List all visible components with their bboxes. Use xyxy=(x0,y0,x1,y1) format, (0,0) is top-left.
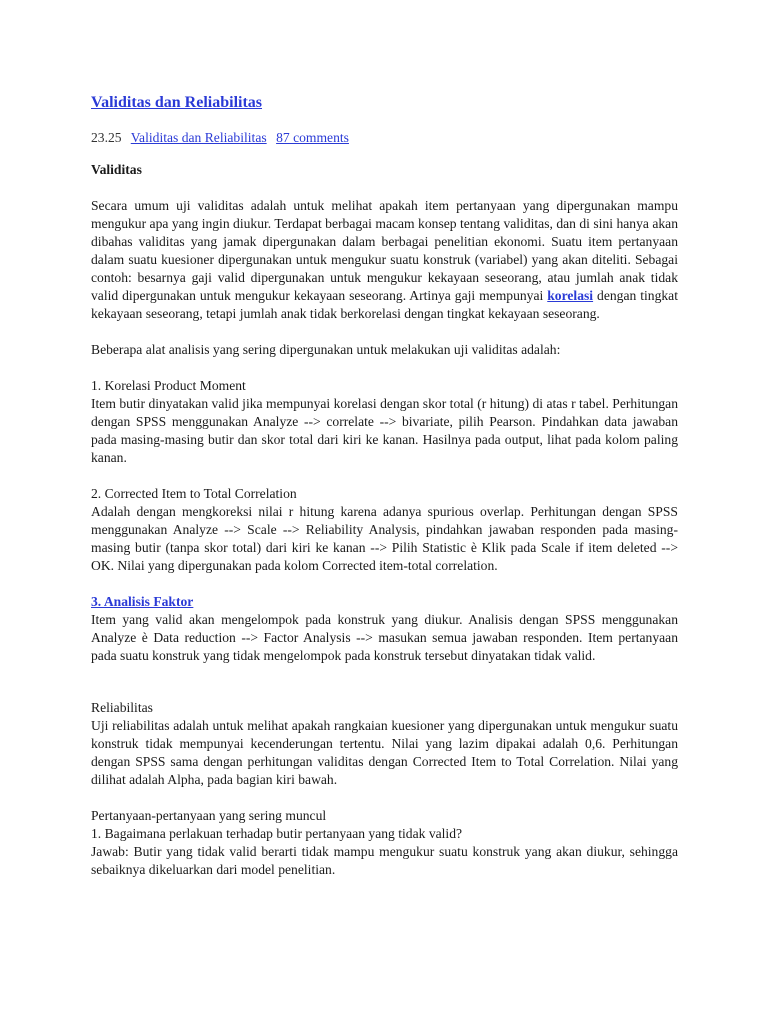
analisis-faktor-link[interactable]: 3. Analisis Faktor xyxy=(91,594,194,609)
post-title-link[interactable]: Validitas dan Reliabilitas xyxy=(91,94,263,111)
faq-answer-1: Jawab: Butir yang tidak valid berarti tidak mampu mengukur suatu konstruk yang akan diukur, sehingga sebaiknya dikeluarkan dari model penelitian. xyxy=(91,844,678,877)
validitas-intro-text-1: Secara umum uji validitas adalah untuk melihat apakah item pertanyaan yang dipergunakan mampu mengukur apa yang ingin diukur. Terdapat berbagai macam konsep tentang validitas, dan di sini hanya akan dibahas validitas yang jamak dipergunakan dalam berbagai penelitian ekonomi. Suatu item pertanyaan dalam suatu kuesioner dipergunakan untuk mengukur suatu konstruk (variabel) yang akan diteliti. Sebagai contoh: besarnya gaji valid dipergunakan untuk mengukur kekayaan seseorang, atau jumlah anak tidak valid dipergunakan untuk mengukur kekayaan seseorang. Artinya gaji mempunyai xyxy=(91,198,678,303)
item2-title: 2. Corrected Item to Total Correlation xyxy=(91,486,297,501)
comments-link[interactable]: 87 comments xyxy=(276,130,349,145)
korelasi-link[interactable]: korelasi xyxy=(547,288,594,303)
reliabilitas-heading: Reliabilitas xyxy=(91,700,153,715)
item1-title: 1. Korelasi Product Moment xyxy=(91,378,246,393)
article xyxy=(91,92,678,879)
post-meta xyxy=(91,128,678,148)
category-link[interactable]: Validitas dan Reliabilitas xyxy=(130,130,267,145)
validitas-heading: Validitas xyxy=(91,162,142,177)
item1-body: Item butir dinyatakan valid jika mempunyai korelasi dengan skor total (r hitung) di atas r tabel. Perhitungan dengan SPSS menggunakan Analyze --> correlate --> bivariate, pilih Pearson. Pindahkan data jawaban pada masing-masing butir dan skor total dari kiri ke kanan. Hasilnya pada output, lihat pada kolom paling kanan. xyxy=(91,396,678,465)
item3-body: Item yang valid akan mengelompok pada konstruk yang diukur. Analisis dengan SPSS menggunakan Analyze è Data reduction --> Factor Analysis --> masukan semua jawaban responden. Item pertanyaan pada suatu konstruk yang tidak mengelompok pada konstruk tersebut dinyatakan tidak valid. xyxy=(91,612,678,663)
validitas-intro xyxy=(91,197,678,323)
faq-question-1: 1. Bagaimana perlakuan terhadap butir pertanyaan yang tidak valid? xyxy=(91,826,463,841)
item2-body: Adalah dengan mengkoreksi nilai r hitung karena adanya spurious overlap. Perhitungan dengan SPSS menggunakan Analyze --> Scale --> Reliability Analysis, pindahkan jawaban responden pada masing-masing butir (tanpa skor total) dari kiri ke kanan --> Pilih Statistic è Klik pada Scale if item deleted --> OK. Nilai yang dipergunakan pada kolom Corrected item-total correlation. xyxy=(91,504,678,573)
post-time: 23.25 xyxy=(91,130,122,145)
reliabilitas-body: Uji reliabilitas adalah untuk melihat apakah rangkaian kuesioner yang dipergunakan untuk mengukur suatu konstruk tidak mempunyai kecenderungan tertentu. Nilai yang lazim dipakai adalah 0,6. Perhitungan dengan SPSS sama dengan perhitungan validitas dengan Corrected Item to Total Correlation. Nilai yang dilihat adalah Alpha, pada bagian kiri bawah. xyxy=(91,718,678,787)
validitas-intro-text-2: dengan tingkat kekayaan seseorang, tetapi jumlah anak tidak berkorelasi dengan tingkat kekayaan seseorang. xyxy=(91,288,678,321)
faq-heading: Pertanyaan-pertanyaan yang sering muncul xyxy=(91,808,327,823)
tools-intro: Beberapa alat analisis yang sering dipergunakan untuk melakukan uji validitas adalah: xyxy=(91,342,561,357)
